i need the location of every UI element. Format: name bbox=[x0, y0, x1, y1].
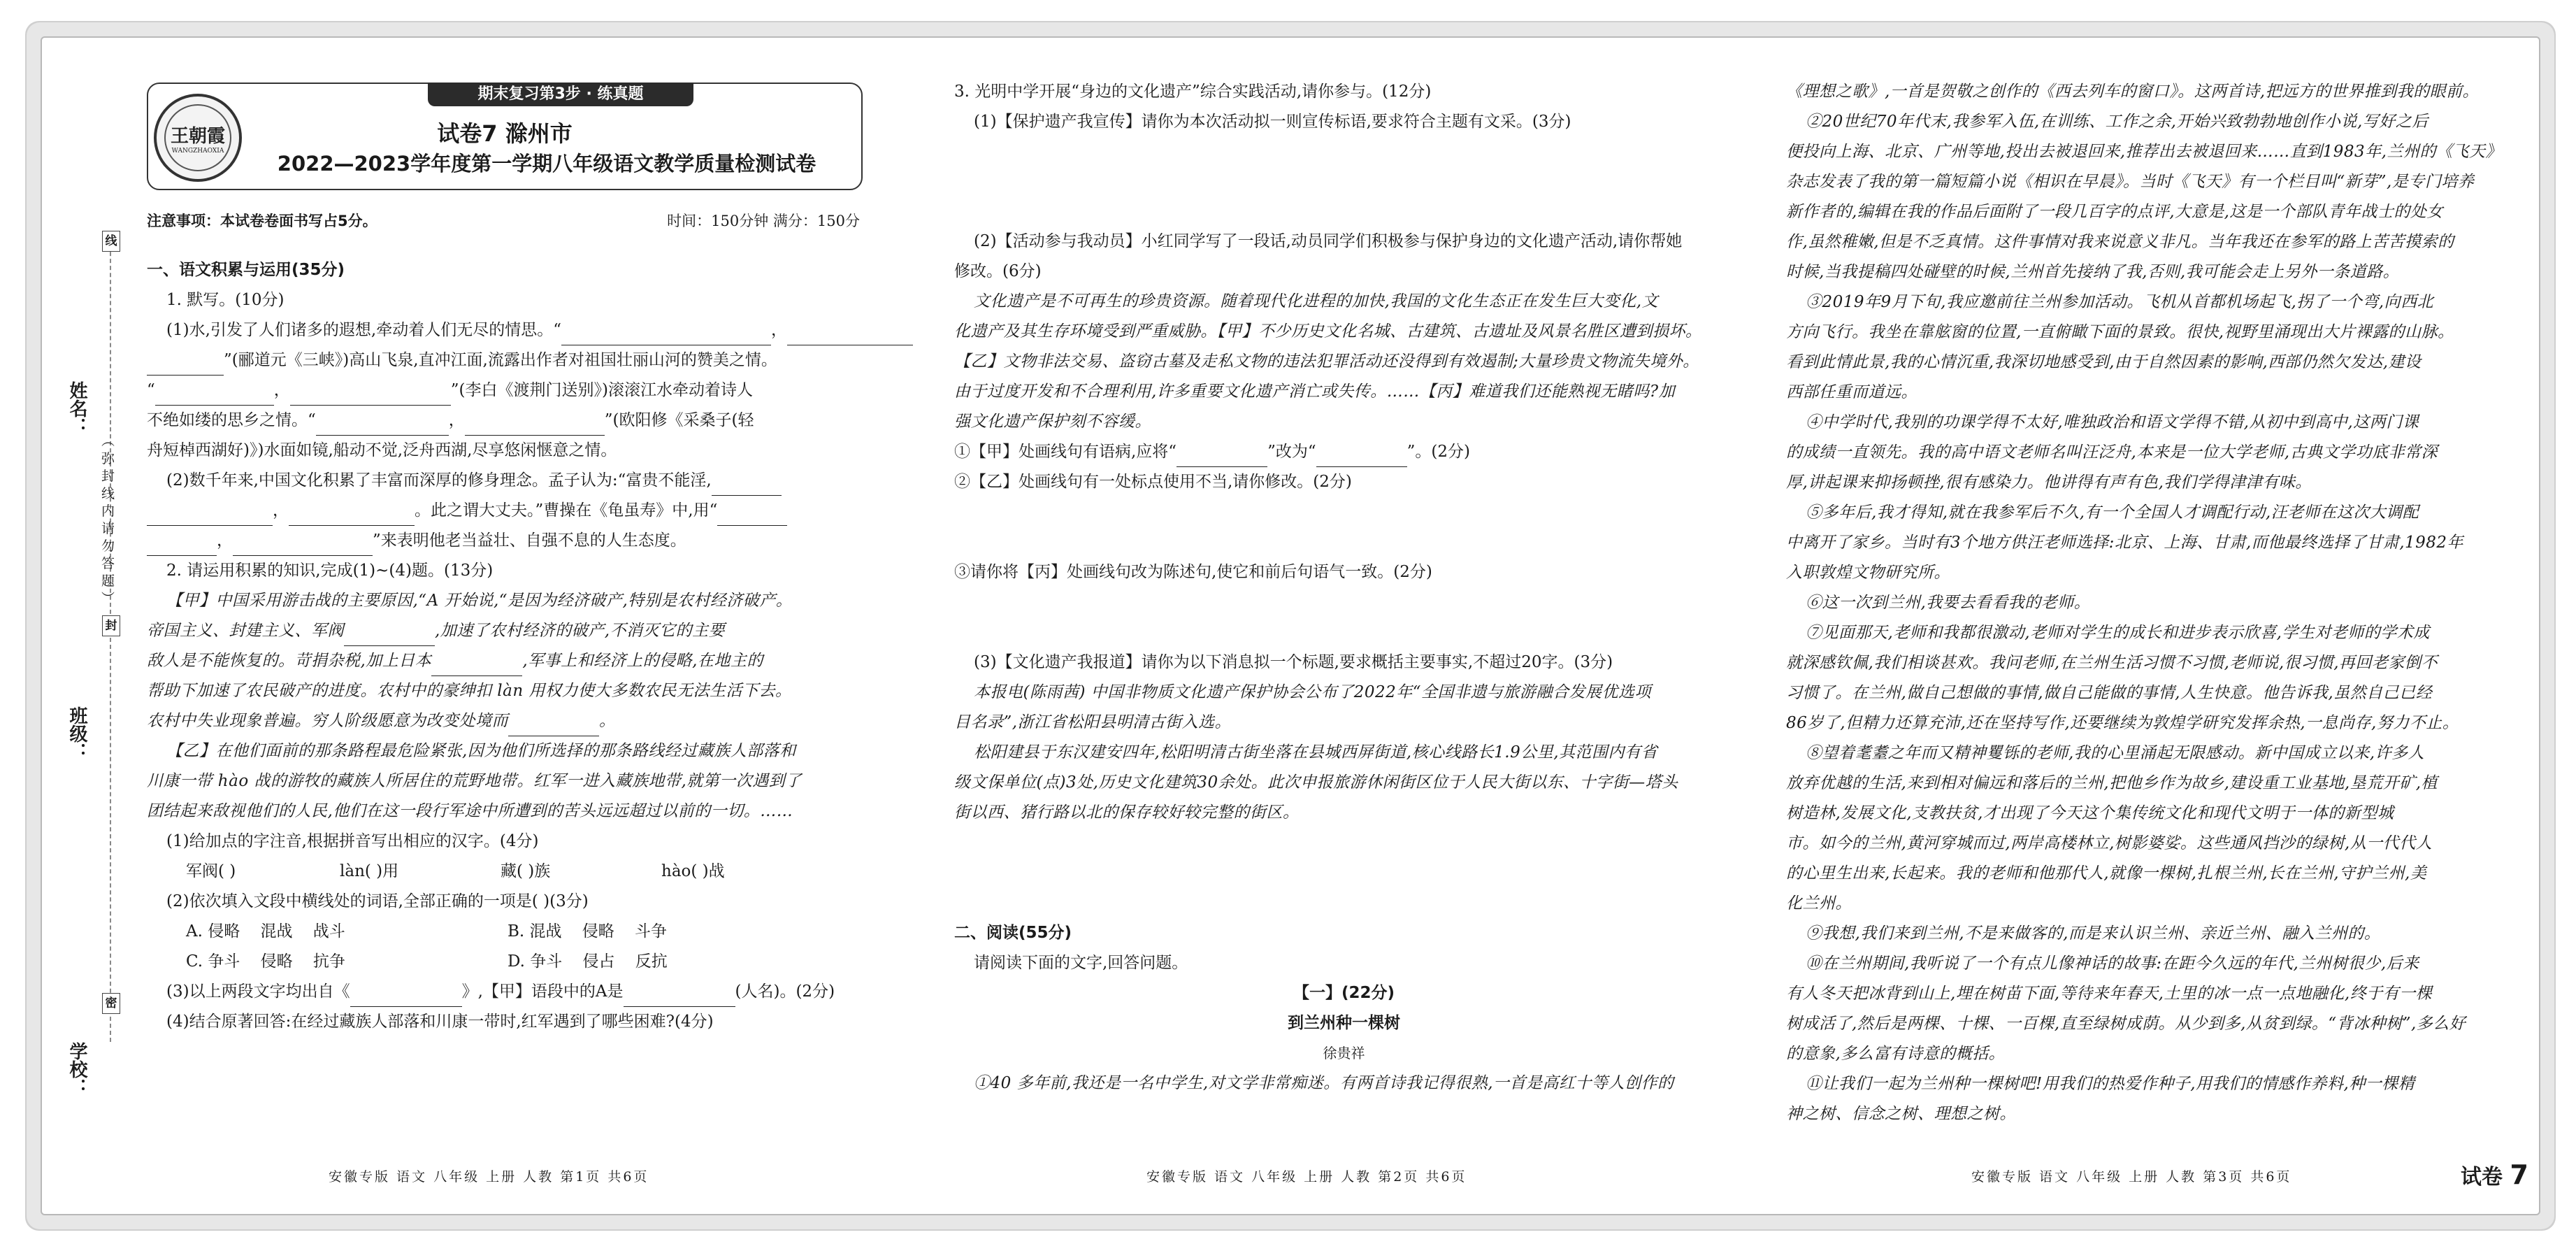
question-3: 3. 光明中学开展“身边的文化遗产”综合实践活动,请你参与。(12分) bbox=[954, 83, 1432, 101]
essay-line: 化兰州。 bbox=[1786, 894, 1852, 913]
q3-1: (1)【保护遗产我宣传】请你为本次活动拟一则宣传标语,要求符合主题有文采。(3分) bbox=[974, 113, 1571, 131]
q2-1-options: 军阀( ) làn( )用 藏( )族 hào( )战 bbox=[186, 862, 725, 880]
section-1-heading: 一、语文积累与运用(35分) bbox=[147, 261, 345, 279]
q2-2-options-cd: C. 争斗 侵略 抗争 D. 争斗 侵占 反抗 bbox=[186, 952, 668, 971]
brand-logo: 王朝霞 WANGZHAOXIA bbox=[154, 94, 242, 182]
q3-2-sub3: ③请你将【丙】处画线句改为陈述句,使它和前后句语气一致。(2分) bbox=[954, 563, 1432, 581]
header-banner: 期末复习第3步 · 练真题 bbox=[428, 83, 693, 106]
news-1: 本报电(陈雨茜) 中国非物质文化遗产保护协会公布了2022年“全国非遗与旅游融合发展优选项 bbox=[974, 683, 1652, 701]
q1-1-line1: (1)水,引发了人们诸多的遐想,牵动着人们无尽的情思。“ ， bbox=[147, 315, 867, 345]
essay-line: ④中学时代,我别的功课学得不太好,唯独政治和语文学得不错,从初中到高中,这两门课 bbox=[1806, 413, 2419, 431]
reading-part-1: 【一】(22分) bbox=[1293, 984, 1395, 1002]
q3-passage-3: 【乙】文物非法交易、盗窃古墓及走私文物的违法犯罪活动还没得到有效遏制;大量珍贵文物流失境外。 bbox=[954, 352, 1699, 371]
essay-line: 中离开了家乡。当时有3个地方供汪老师选择:北京、上海、甘肃,而他最终选择了甘肃,1982年 bbox=[1786, 534, 2464, 552]
passage-jia-3: 敌人是不能恢复的。苛捐杂税,加上日本 ,军事上和经济上的侵略,在地主的 bbox=[147, 646, 867, 676]
essay-line: 树造林,发展文化,支教扶贫,才出现了今天这个集传统文化和现代文明于一体的新型城 bbox=[1786, 804, 2394, 822]
essay-line: ⑪让我们一起为兰州种一棵树吧!用我们的热爱作种子,用我们的情感作养料,种一棵精 bbox=[1806, 1075, 2415, 1093]
news-4: 级文保单位(点)3处,历史文化建筑30余处。此次申报旅游休闲街区位于人民大街以东、十字街—塔头 bbox=[954, 773, 1678, 792]
essay-para-1: ①40 多年前,我还是一名中学生,对文学非常痴迷。有两首诗我记得很熟,一首是高红十等人创作的 bbox=[974, 1074, 1674, 1092]
essay-line: ②20世纪70年代末,我参军入伍,在训练、工作之余,开始兴致勃勃地创作小说,写好之后 bbox=[1806, 113, 2429, 131]
passage-jia-4: 帮助下加速了农民破产的进度。农村中的豪绅扣 làn 用权力使大多数农民无法生活下去。 bbox=[147, 682, 792, 700]
q3-2-sub2: ②【乙】处画线句有一处标点使用不当,请你修改。(2分) bbox=[954, 473, 1352, 491]
q3-2-line1: (2)【活动参与我动员】小红同学写了一段话,动员同学们积极参与保护身边的文化遗产活动,请你帮她 bbox=[974, 232, 1683, 250]
seal-mark-middle: 封 bbox=[102, 615, 120, 636]
q1-1-line4: 不绝如缕的思乡之情。“ ， ”(欧阳修《采桑子(轻 bbox=[147, 406, 867, 436]
news-3: 松阳建县于东汉建安四年,松阳明清古街坐落在县城西屏街道,核心线路长1.9公里,其范围内有省 bbox=[974, 743, 1658, 762]
reading-intro: 请阅读下面的文字,回答问题。 bbox=[974, 954, 1188, 972]
column-2 bbox=[954, 77, 1734, 1099]
passage-yi-3: 团结起来敌视他们的人民,他们在这一段行军途中所遭到的苦头远远超过以前的一切。…… bbox=[147, 802, 793, 820]
q2-3: (3)以上两段文字均出自《 》,【甲】语段中的A是 (人名)。(2分) bbox=[147, 977, 867, 1007]
news-5: 街以西、猪行路以北的保存较好较完整的街区。 bbox=[954, 803, 1300, 822]
essay-line: ⑧望着耄耋之年而又精神矍铄的老师,我的心里涌起无限感动。新中国成立以来,许多人 bbox=[1806, 744, 2425, 762]
q3-passage-2: 化遗产及其生存环境受到严重威胁。【甲】不少历史文化名城、古建筑、古遗址及风景名胜区遭到损坏。 bbox=[954, 322, 1702, 341]
column-1 bbox=[147, 255, 867, 1037]
news-2: 目名录”,浙江省松阳县明清古街入选。 bbox=[954, 713, 1232, 731]
q1-1-line2: ”(郦道元《三峡》)高山飞泉,直冲江面,流露出作者对祖国壮丽山河的赞美之情。 bbox=[147, 345, 867, 376]
essay-line: 树成活了,然后是两棵、十棵、一百棵,直至绿树成荫。从少到多,从贫到绿。“背冰种树”,多么好 bbox=[1786, 1015, 2466, 1033]
exam-subtitle: 2022—2023学年度第一学期八年级语文教学质量检测试卷 bbox=[277, 152, 816, 176]
exam-title: 试卷7 滁州市 bbox=[437, 120, 573, 147]
footer-page-1: 安徽专版 语文 八年级 上册 人教 第1页 共6页 bbox=[329, 1169, 649, 1185]
question-2: 2. 请运用积累的知识,完成(1)~(4)题。(13分) bbox=[166, 562, 494, 580]
footer-page-3: 安徽专版 语文 八年级 上册 人教 第3页 共6页 bbox=[1971, 1169, 2292, 1185]
q1-2-line1: (2)数千年来,中国文化积累了丰富而深厚的修身理念。孟子认为:“富贵不能淫, bbox=[147, 466, 867, 496]
exam-notice: 注意事项：本试卷卷面书写占5分。 时间：150分钟 满分：150分 bbox=[147, 213, 860, 229]
q1-2-line2: ， 。此之谓大丈夫。”曹操在《龟虽寿》中,用“ bbox=[147, 496, 867, 526]
essay-line: ⑨我想,我们来到兰州,不是来做客的,而是来认识兰州、亲近兰州、融入兰州的。 bbox=[1806, 924, 2381, 943]
seal-mark-top: 线 bbox=[102, 231, 120, 252]
essay-line: 入职敦煌文物研究所。 bbox=[1786, 564, 1950, 582]
exam-header bbox=[147, 83, 863, 190]
essay-line: 的成绩一直领先。我的高中语文老师名叫汪泛舟,本来是一位大学老师,古典文学功底非常深 bbox=[1786, 443, 2438, 462]
column-3 bbox=[1786, 77, 2513, 1129]
footer-page-2: 安徽专版 语文 八年级 上册 人教 第2页 共6页 bbox=[1146, 1169, 1467, 1185]
q2-1: (1)给加点的字注音,根据拼音写出相应的汉字。(4分) bbox=[166, 832, 539, 850]
essay-line: 放弃优越的生活,来到相对偏远和落后的兰州,把他乡作为故乡,建设重工业基地,垦荒开矿,植 bbox=[1786, 774, 2438, 792]
essay-line: 的意象,多么富有诗意的概括。 bbox=[1786, 1045, 2006, 1063]
essay-line: 就深感钦佩,我们相谈甚欢。我问老师,在兰州生活习惯不习惯,老师说,很习惯,再回老家倒不 bbox=[1786, 654, 2438, 672]
essay-line: 有人冬天把冰背到山上,埋在树苗下面,等待来年春天,土里的冰一点一点地融化,终于有一棵 bbox=[1786, 985, 2433, 1003]
essay-author: 徐贵祥 bbox=[1323, 1045, 1365, 1061]
q1-1-line5: 舟短棹西湖好)》)水面如镜,船动不觉,泛舟西湖,尽享悠闲惬意之情。 bbox=[147, 441, 617, 459]
essay-line: ⑤多年后,我才得知,就在我参军后不久,有一个全国人才调配行动,汪老师在这次大调配 bbox=[1806, 503, 2419, 522]
essay-line: 《理想之歌》,一首是贺敬之创作的《西去列车的窗口》。这两首诗,把远方的世界推到我的眼前。 bbox=[1786, 83, 2480, 101]
passage-yi-2: 川康一带 hào 战的游牧的藏族人所居住的荒野地带。红军一进入藏族地带,就第一次遇到了 bbox=[147, 772, 802, 790]
essay-title: 到兰州种一棵树 bbox=[1288, 1014, 1400, 1032]
essay-line: 作,虽然稚嫩,但是不乏真情。这件事情对我来说意义非凡。当年我还在参军的路上苦苦摸索的 bbox=[1786, 233, 2454, 251]
seal-mark-bottom: 密 bbox=[102, 993, 120, 1014]
passage-jia-1: 【甲】中国采用游击战的主要原因,“A 开始说,“是因为经济破产,特别是农村经济破产。 bbox=[166, 592, 793, 610]
essay-line: ⑥这一次到兰州,我要去看看我的老师。 bbox=[1806, 594, 2091, 612]
question-1: 1. 默写。(10分) bbox=[166, 291, 285, 309]
section-2-heading: 二、阅读(55分) bbox=[954, 924, 1072, 942]
essay-line: 新作者的,编辑在我的作品后面附了一段几百字的点评,大意是,这是一个部队青年战士的处女 bbox=[1786, 203, 2443, 221]
q3-3: (3)【文化遗产我报道】请你为以下消息拟一个标题,要求概括主要事实,不超过20字。(3分) bbox=[974, 653, 1613, 671]
essay-line: 方向飞行。我坐在靠舷窗的位置,一直俯瞰下面的景致。很快,视野里涌现出大片裸露的山脉。 bbox=[1786, 323, 2454, 341]
essay-line: 杂志发表了我的第一篇短篇小说《相识在早晨》。当时《飞天》有一个栏目叫“新芽”,是专门培养 bbox=[1786, 173, 2475, 191]
margin-hint: （ 弥 封 线 内 请 勿 答 题 ） bbox=[99, 434, 115, 605]
essay-line: 习惯了。在兰州,做自己想做的事情,做自己能做的事情,人生快意。他告诉我,虽然自己已经 bbox=[1786, 684, 2433, 702]
q1-1-line3: “ ， ”(李白《渡荆门送别》)滚滚江水牵动着诗人 bbox=[147, 376, 867, 406]
school-label: 学校： bbox=[66, 1042, 87, 1096]
passage-jia-5: 农村中失业现象普遍。穷人阶级愿意为改变处境而 。 bbox=[147, 706, 867, 736]
essay-line: ⑦见面那天,老师和我都很激动,老师对学生的成长和进步表示欣喜,学生对老师的学术成 bbox=[1806, 624, 2430, 642]
exam-number: 试卷 7 bbox=[2461, 1159, 2528, 1190]
passage-jia-2: 帝国主义、封建主义、军阀 ,加速了农村经济的破产,不消灭它的主要 bbox=[147, 616, 867, 646]
q2-2-options-ab: A. 侵略 混战 战斗 B. 混战 侵略 斗争 bbox=[186, 922, 668, 941]
class-label: 班级： bbox=[66, 706, 87, 761]
q3-passage-1: 文化遗产是不可再生的珍贵资源。随着现代化进程的加快,我国的文化生态正在发生巨大变化,文 bbox=[974, 292, 1659, 310]
essay-line: ③2019年9月下旬,我应邀前往兰州参加活动。飞机从首都机场起飞,拐了一个弯,向西北 bbox=[1806, 293, 2434, 311]
essay-line: 神之树、信念之树、理想之树。 bbox=[1786, 1105, 2016, 1123]
essay-line: 的心里生出来,长起来。我的老师和他那代人,就像一棵树,扎根兰州,长在兰州,守护兰州,美 bbox=[1786, 864, 2427, 882]
q2-2: (2)依次填入文段中横线处的词语,全部正确的一项是( )(3分) bbox=[166, 892, 589, 910]
essay-line: 时候,当我提稿四处碰壁的时候,兰州首先接纳了我,否则,我可能会走上另外一条道路。 bbox=[1786, 263, 2400, 281]
q3-2-line2: 修改。(6分) bbox=[954, 262, 1042, 280]
q2-4: (4)结合原著回答:在经过藏族人部落和川康一带时,红军遇到了哪些困难?(4分) bbox=[166, 1013, 714, 1031]
essay-line: 看到此情此景,我的心情沉重,我深切地感受到,由于自然因素的影响,西部仍然欠发达,建设 bbox=[1786, 353, 2422, 371]
name-label: 姓名： bbox=[66, 381, 87, 436]
q3-2-sub1: ①【甲】处画线句有语病,应将“ ”改为“ ”。(2分) bbox=[954, 437, 1734, 467]
essay-line: 86岁了,但精力还算充沛,还在坚持写作,还要继续为敦煌学研究发挥余热,一息尚存,努力不止。 bbox=[1786, 714, 2459, 732]
q3-passage-5: 强文化遗产保护刻不容缓。 bbox=[954, 413, 1151, 431]
q3-passage-4: 由于过度开发和不合理利用,许多重要文化遗产消亡或失传。……【丙】难道我们还能熟视无睹吗?加 bbox=[954, 383, 1676, 401]
q1-2-line3: ， ”来表明他老当益壮、自强不息的人生态度。 bbox=[147, 526, 867, 556]
essay-line: 西部任重而道远。 bbox=[1786, 383, 1917, 401]
essay-line: ⑩在兰州期间,我听说了一个有点儿像神话的故事:在距今久远的年代,兰州树很少,后来 bbox=[1806, 955, 2419, 973]
essay-line: 市。如今的兰州,黄河穿城而过,两岸高楼林立,树影婆娑。这些通风挡沙的绿树,从一代代人 bbox=[1786, 834, 2433, 852]
essay-line: 便投向上海、北京、广州等地,投出去被退回来,推荐出去被退回来……直到1983年,兰州的《飞天》 bbox=[1786, 143, 2502, 161]
binding-line bbox=[110, 231, 111, 1042]
passage-yi-1: 【乙】在他们面前的那条路程最危险紧张,因为他们所选择的那条路线经过藏族人部落和 bbox=[166, 742, 796, 760]
essay-line: 厚,讲起课来抑扬顿挫,很有感染力。他讲得有声有色,我们学得津津有味。 bbox=[1786, 473, 2312, 492]
